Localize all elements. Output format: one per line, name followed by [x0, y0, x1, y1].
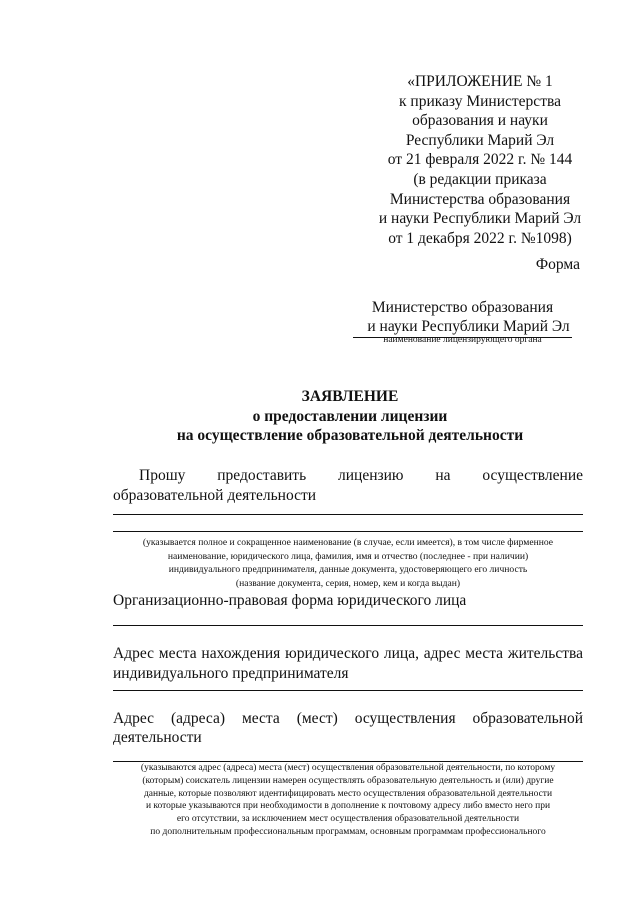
caption-line: наименование, юридического лица, фамилия, имя и отчество (последнее - при наличии): [167, 550, 529, 562]
caption-line: его отсутствии, за исключением мест осуществления образовательной деятельности: [176, 814, 520, 825]
title-line-2: о предоставлении лицензии: [252, 407, 448, 425]
request-text: Прошу предоставить лицензию на осуществление образовательной деятельности: [113, 467, 583, 504]
document-title: [100, 387, 600, 446]
appendix-line: (в редакции приказа: [413, 170, 547, 188]
caption-line: (указывается полное и сокращенное наименование (в случае, если имеется), в том числе фирменное: [142, 537, 554, 548]
activity-word: места: [241, 710, 280, 727]
caption-line: (которым) соискатель лицензии намерен осуществлять образовательную деятельность и (или) другие: [142, 775, 554, 786]
applicant-caption: [113, 536, 583, 590]
appendix-line: от 21 февраля 2022 г. № 144: [387, 151, 573, 169]
activity-word: осуществления: [354, 710, 456, 727]
authority-line-2: и науки Республики Марий Эл: [353, 317, 571, 338]
authority-caption: наименование лицензирующего органа: [383, 335, 542, 345]
appendix-line: Республики Марий Эл: [405, 131, 555, 149]
appendix-line: образования и науки: [412, 112, 548, 130]
address-label: Адрес места нахождения юридического лица, адрес места жительства индивидуального предпринимателя: [113, 645, 583, 682]
authority-line-1: Министерство образования: [371, 299, 554, 316]
caption-line: (название документа, серия, номер, кем и когда выдан): [235, 577, 461, 589]
applicant-field-line-1[interactable]: [113, 514, 583, 515]
appendix-line: к приказу Министерства: [399, 92, 561, 110]
activity-address-label-line-2: деятельности: [113, 729, 202, 746]
org-form-label: Организационно-правовая форма юридического лица: [113, 592, 467, 609]
org-form-field-line[interactable]: [113, 625, 583, 626]
appendix-line: «ПРИЛОЖЕНИЕ № 1: [407, 73, 553, 90]
appendix-header: [340, 72, 620, 248]
applicant-field-line-2[interactable]: [113, 531, 583, 532]
appendix-line: и науки Республики Марий Эл: [378, 210, 582, 228]
caption-line: (указываются адрес (адреса) места (мест) осуществления образовательной деятельности, по которому: [140, 763, 556, 773]
address-field-line[interactable]: [113, 690, 583, 691]
activity-word: образовательной: [472, 710, 583, 727]
appendix-line: Министерства образования: [389, 190, 571, 208]
caption-line: и которые указываются при необходимости в дополнение к почтовому адресу либо вместо него при: [145, 801, 551, 812]
caption-line: по дополнительным профессиональным программам, основным программам профессионального: [150, 826, 546, 837]
form-label: Форма: [535, 256, 580, 273]
caption-line: данные, которые позволяют идентифицировать место осуществления образовательной деятельности: [143, 788, 553, 799]
licensing-authority: [340, 298, 585, 338]
title-line-3: на осуществление образовательной деятельности: [176, 427, 524, 444]
title-line-1: ЗАЯВЛЕНИЕ: [301, 388, 399, 405]
activity-caption: [113, 762, 583, 839]
activity-word: (адреса): [170, 710, 225, 727]
activity-word: (мест): [296, 710, 338, 727]
activity-address-label: [113, 710, 583, 728]
caption-line: индивидуального предпринимателя, данные документа, удостоверяющего его личность: [168, 564, 528, 575]
activity-word: Адрес: [113, 710, 154, 727]
request-paragraph: [113, 466, 583, 506]
appendix-line: от 1 декабря 2022 г. №1098): [388, 229, 572, 247]
